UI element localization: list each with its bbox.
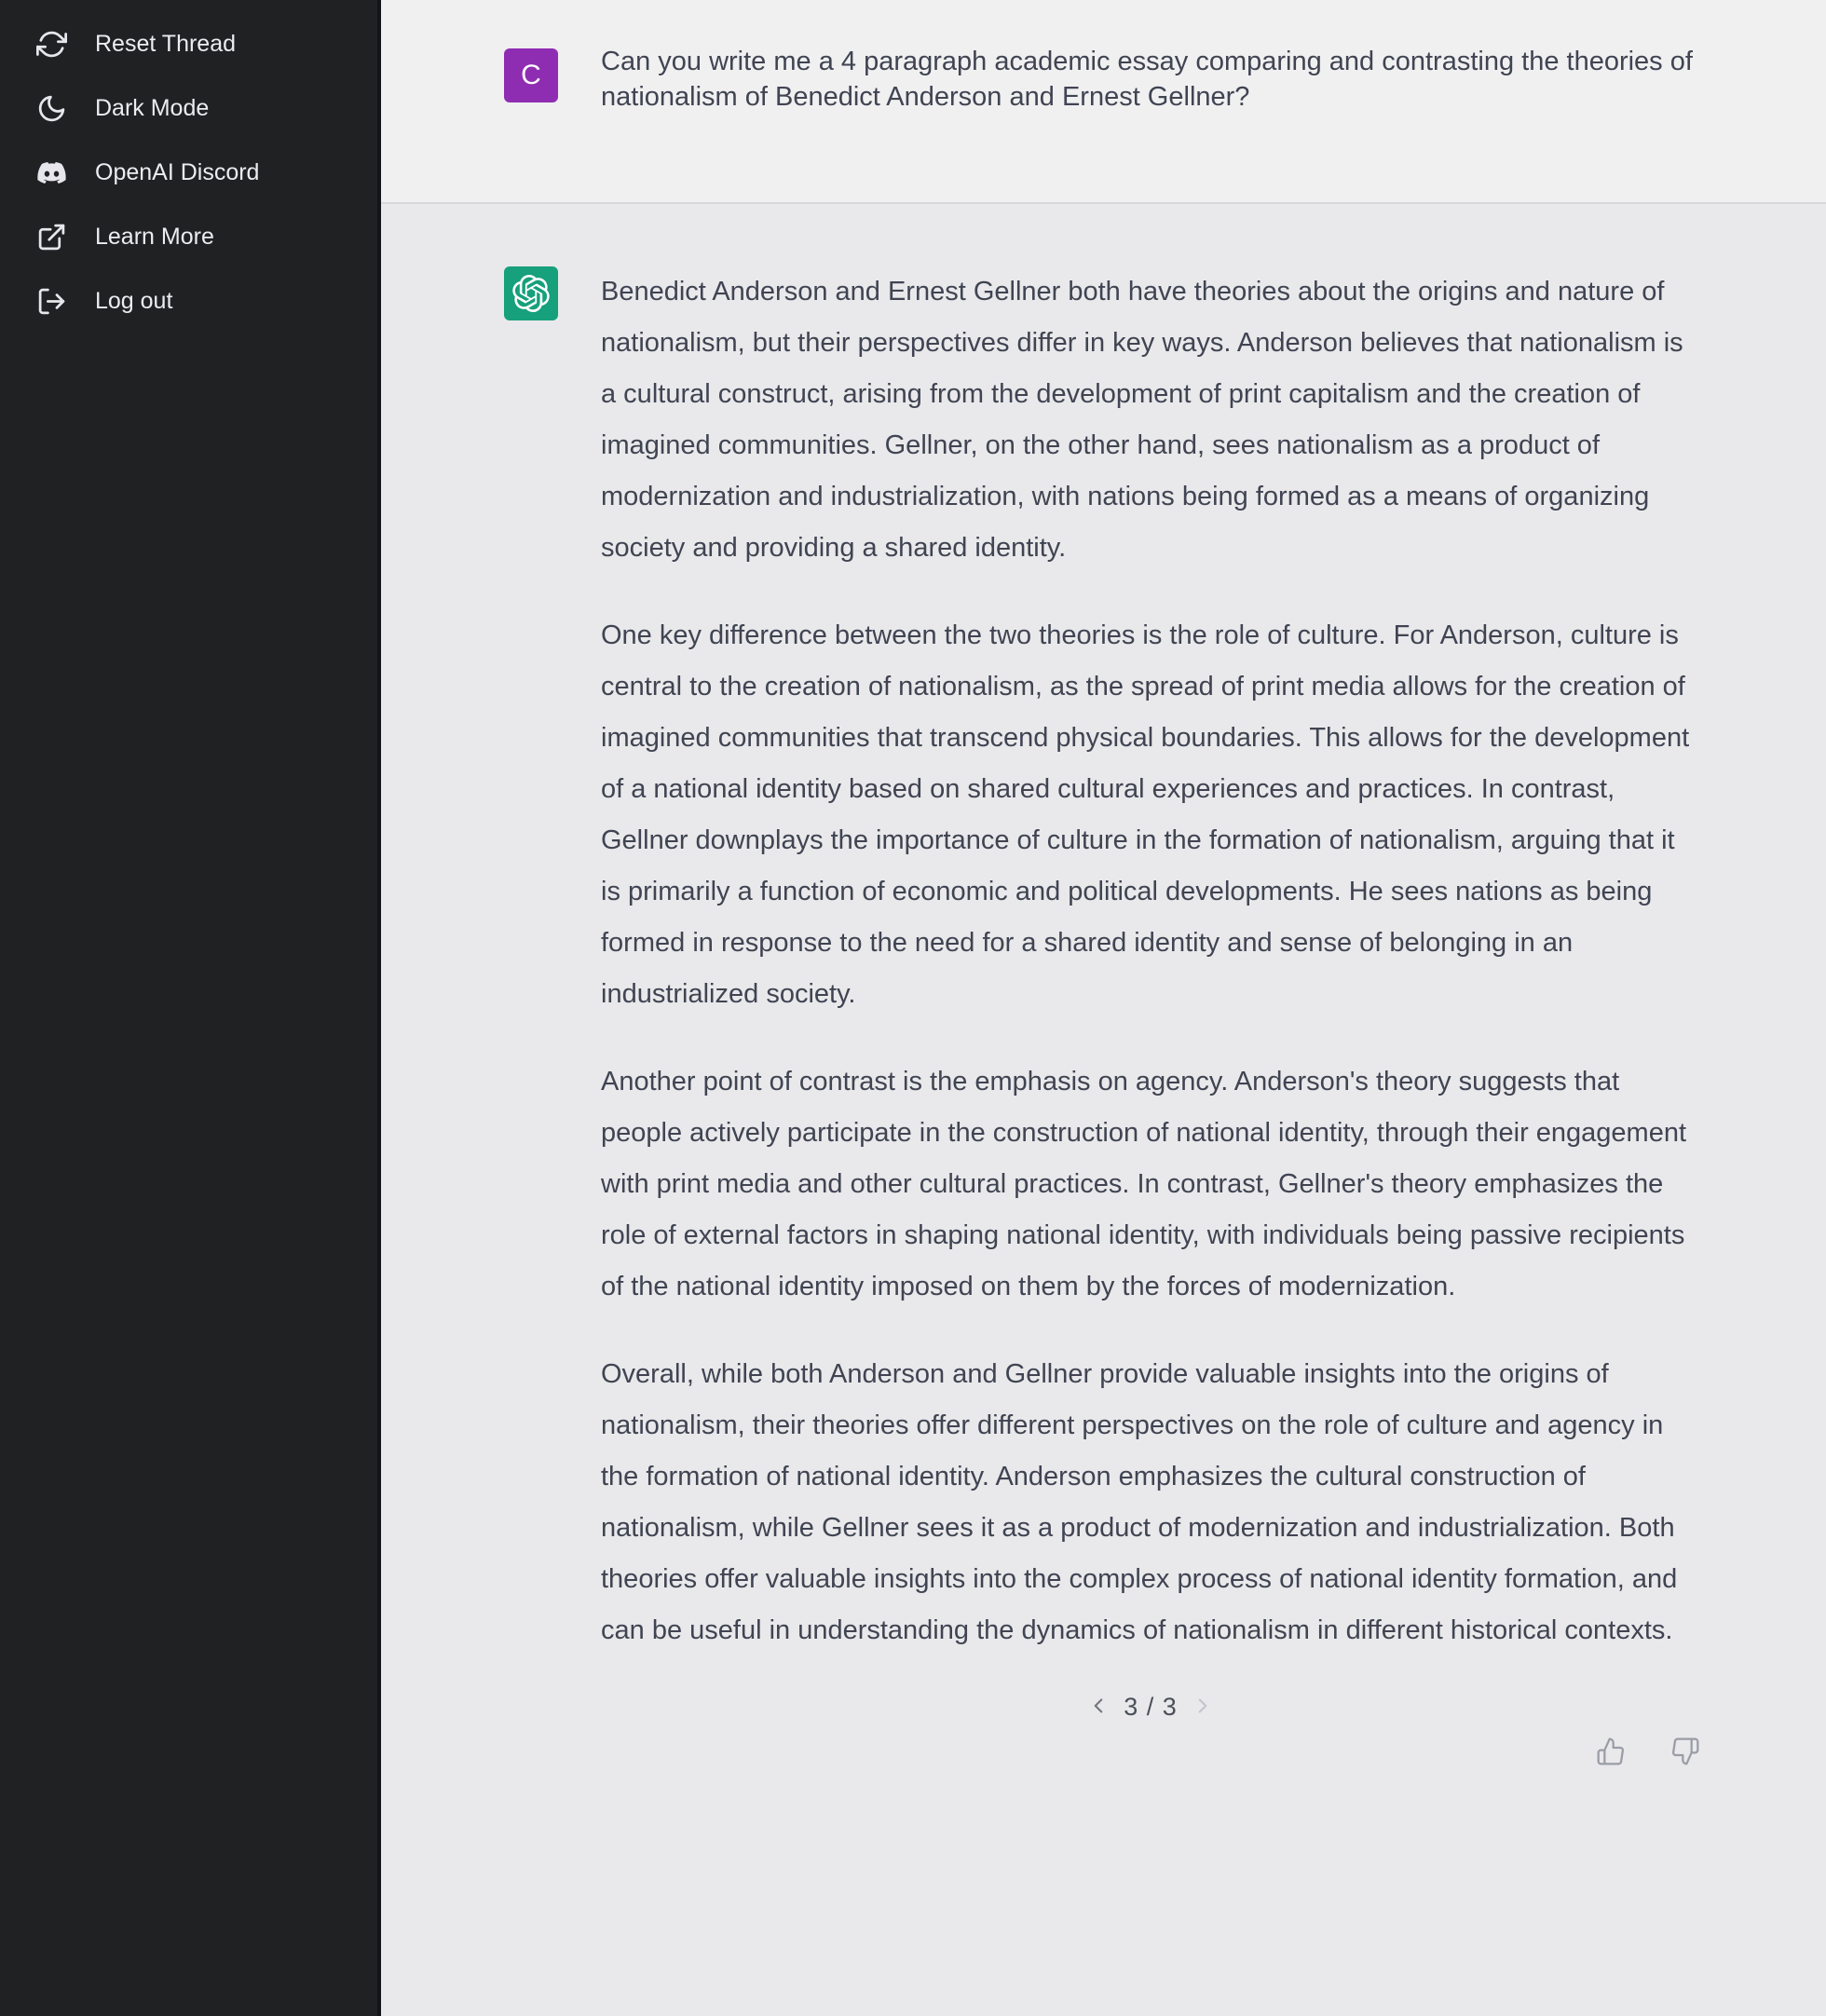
thumbs-down-icon [1670,1755,1700,1769]
response-page-indicator: 3 / 3 [1124,1693,1178,1721]
response-pager [601,1693,1700,1722]
sidebar-item-openai-discord[interactable] [0,151,377,194]
sidebar-item-label: Log out [95,287,173,314]
sidebar-item-reset-thread[interactable] [0,22,377,65]
discord-icon [35,157,67,188]
chat-area [381,0,1826,2016]
user-message-text: Can you write me a 4 paragraph academic essay comparing and contrasting the theories of nationalism of Benedict Anderson and Ernest Gellner? [601,47,1693,112]
user-message [381,0,1826,204]
sidebar-item-label: OpenAI Discord [95,158,260,185]
sidebar-item-label: Dark Mode [95,94,210,121]
sidebar-item-log-out[interactable] [0,279,377,322]
user-avatar-letter: C [521,60,541,90]
assistant-message [381,204,1826,2016]
openai-logo-icon [504,266,558,320]
next-response-button[interactable] [1191,1694,1215,1721]
logout-icon [35,285,67,317]
assistant-message-body [601,266,1700,1797]
sidebar-item-learn-more[interactable] [0,215,377,258]
assistant-paragraph: One key difference between the two theories is the role of culture. For Anderson, culture is central to the creation of nationalism, as the spread of print media allows for the creation of imagined communities that transcend physical boundaries. This allows for the development of a national identity based on shared cultural experiences and practices. In contrast, Gellner downplays the importance of culture in the formation of nationalism, arguing that it is primarily a function of economic and political developments. He sees nations as being formed in response to the need for a shared identity and sense of belonging in an industrialized society. [601,620,1690,1009]
assistant-paragraph: Benedict Anderson and Ernest Gellner both have theories about the origins and nature of nationalism, but their perspectives differ in key ways. Anderson believes that nationalism is a cultural construct, arising from the development of print capitalism and the creation of imagined communities. Gellner, on the other hand, sees nationalism as a product of modernization and industrialization, with nations being formed as a means of organizing society and providing a shared identity. [601,277,1683,563]
assistant-paragraph: Overall, while both Anderson and Gellner provide valuable insights into the origins of nationalism, their theories offer different perspectives on the role of culture and agency in the formation of national identity. Anderson emphasizes the cultural construction of nationalism, while Gellner sees it as a product of modernization and industrialization. Both theories offer valuable insights into the complex process of national identity formation, and can be useful in understanding the dynamics of nationalism in different historical contexts. [601,1359,1678,1645]
user-avatar [504,48,558,102]
feedback-buttons [601,1737,1700,1797]
thumbs-up-button[interactable] [1596,1737,1626,1769]
moon-icon [35,92,67,124]
reset-icon [35,28,67,60]
sidebar-item-label: Learn More [95,223,214,250]
external-link-icon [35,221,67,252]
sidebar-item-dark-mode[interactable] [0,87,377,129]
assistant-paragraph: Another point of contrast is the emphasis on agency. Anderson's theory suggests that people actively participate in the construction of national identity, through their engagement with print media and other cultural practices. In contrast, Gellner's theory emphasizes the role of external factors in shaping national identity, with individuals being passive recipients of the national identity imposed on them by the forces of modernization. [601,1067,1687,1301]
chevron-right-icon [1191,1694,1215,1721]
chevron-left-icon [1086,1694,1111,1721]
previous-response-button[interactable] [1086,1694,1111,1721]
thumbs-down-button[interactable] [1670,1737,1700,1769]
thumbs-up-icon [1596,1755,1626,1769]
sidebar [0,0,381,2016]
sidebar-item-label: Reset Thread [95,30,237,57]
